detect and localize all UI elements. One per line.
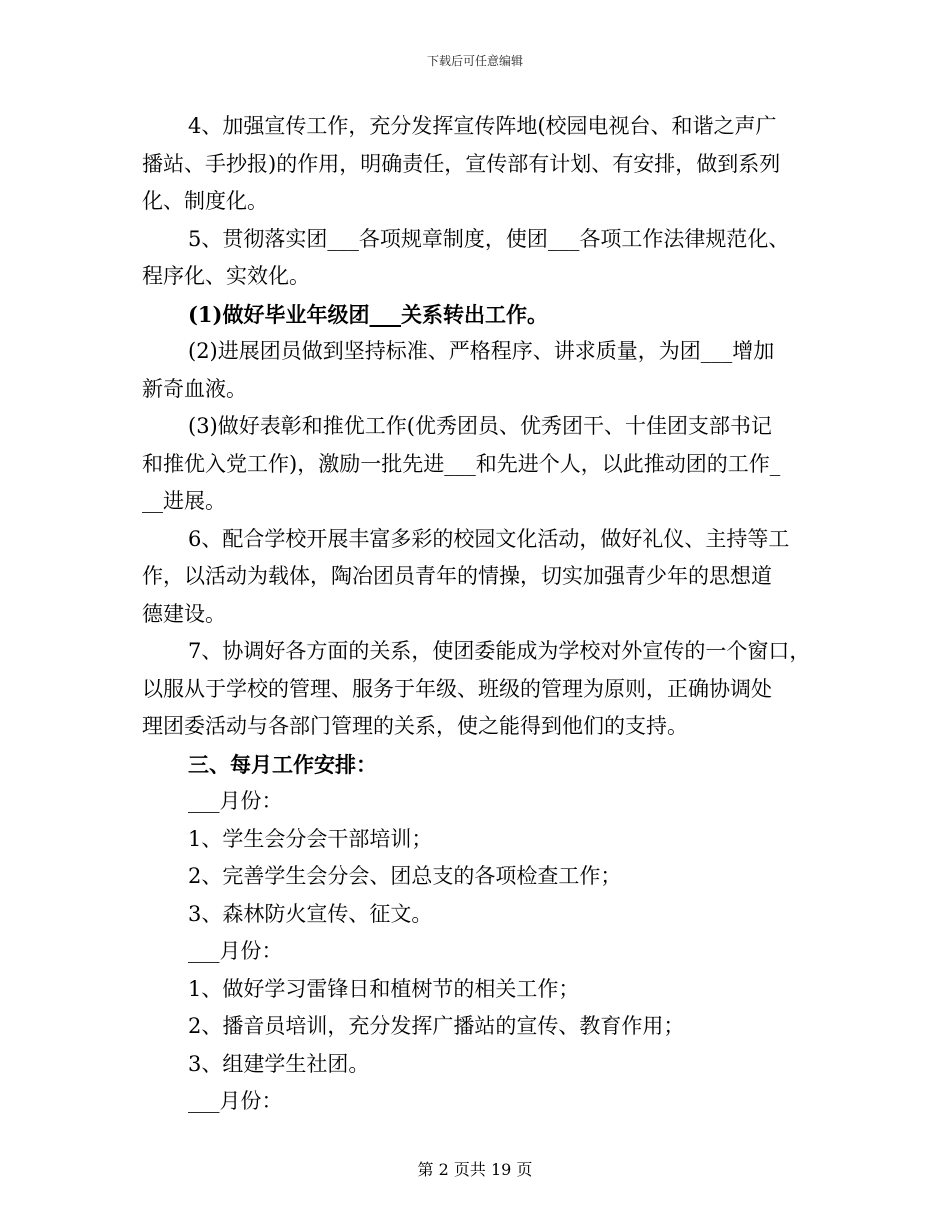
text-line: (1)做好毕业年级团___关系转出工作。 (188, 301, 548, 327)
page-footer: 第 2 页共 19 页 (417, 1160, 533, 1179)
text-line: 作，以活动为载体，陶冶团员青年的情操，切实加强青少年的思想道 (142, 564, 772, 588)
text-line: 以服从于学校的管理、服务于年级、班级的管理为原则，正确协调处 (142, 676, 772, 701)
paragraph (142, 783, 822, 821)
text-line: 德建设。 (142, 601, 226, 626)
text-line: ___月份： (188, 789, 283, 813)
paragraph (142, 408, 822, 521)
section-heading (142, 296, 822, 334)
text-line: 3、森林防火宣传、征文。 (188, 901, 433, 926)
paragraph (142, 108, 822, 221)
paragraph (142, 633, 822, 746)
text-line: 1、做好学习雷锋日和植树节的相关工作； (188, 976, 580, 1001)
paragraph (142, 1083, 822, 1121)
text-line: __进展。 (142, 489, 226, 513)
paragraph (142, 1046, 822, 1084)
text-line: 7、协调好各方面的关系，使团委能成为学校对外宣传的一个窗口， (188, 639, 811, 663)
paragraph (142, 896, 822, 934)
text-line: ___月份： (188, 939, 283, 963)
text-line: 2、完善学生会分会、团总支的各项检查工作； (188, 864, 622, 888)
text-line: 1、学生会分会干部培训； (188, 826, 433, 851)
text-line: 程序化、实效化。 (142, 264, 310, 288)
paragraph (142, 821, 822, 859)
text-line: 化、制度化。 (142, 189, 268, 213)
text-line: (3)做好表彰和推优工作(优秀团员、优秀团干、十佳团支部书记 (188, 414, 772, 438)
paragraph (142, 1008, 822, 1046)
text-line: 和推优入党工作)，激励一批先进___和先进个人，以此推动团的工作_ (142, 451, 781, 476)
text-line: (2)进展团员做到坚持标准、严格程序、讲求质量，为团___增加 (188, 339, 775, 363)
text-line: 3、组建学生社团。 (188, 1051, 370, 1076)
paragraph (142, 933, 822, 971)
paragraph (142, 858, 822, 896)
text-line: 理团委活动与各部门管理的关系，使之能得到他们的支持。 (142, 714, 688, 738)
text-line: 新奇血液。 (142, 376, 247, 401)
paragraph (142, 521, 822, 634)
text-line: 5、贯彻落实团___各项规章制度，使团___各项工作法律规范化、 (188, 226, 790, 251)
text-line: 三、每月工作安排： (188, 751, 377, 777)
text-line: ___月份： (188, 1089, 283, 1113)
paragraph (142, 333, 822, 408)
document-body (142, 108, 822, 1121)
text-line: 2、播音员培训，充分发挥广播站的宣传、教育作用； (188, 1014, 685, 1038)
section-heading (142, 746, 822, 784)
paragraph (142, 971, 822, 1009)
page-header: 下载后可任意编辑 (426, 54, 523, 68)
paragraph (142, 221, 822, 296)
text-line: 6、配合学校开展丰富多彩的校园文化活动，做好礼仪、主持等工 (188, 526, 790, 551)
text-line: 播站、手抄报)的作用，明确责任，宣传部有计划、有安排，做到系列 (142, 151, 781, 176)
text-line: 4、加强宣传工作，充分发挥宣传阵地(校园电视台、和谐之声广 (188, 114, 777, 138)
